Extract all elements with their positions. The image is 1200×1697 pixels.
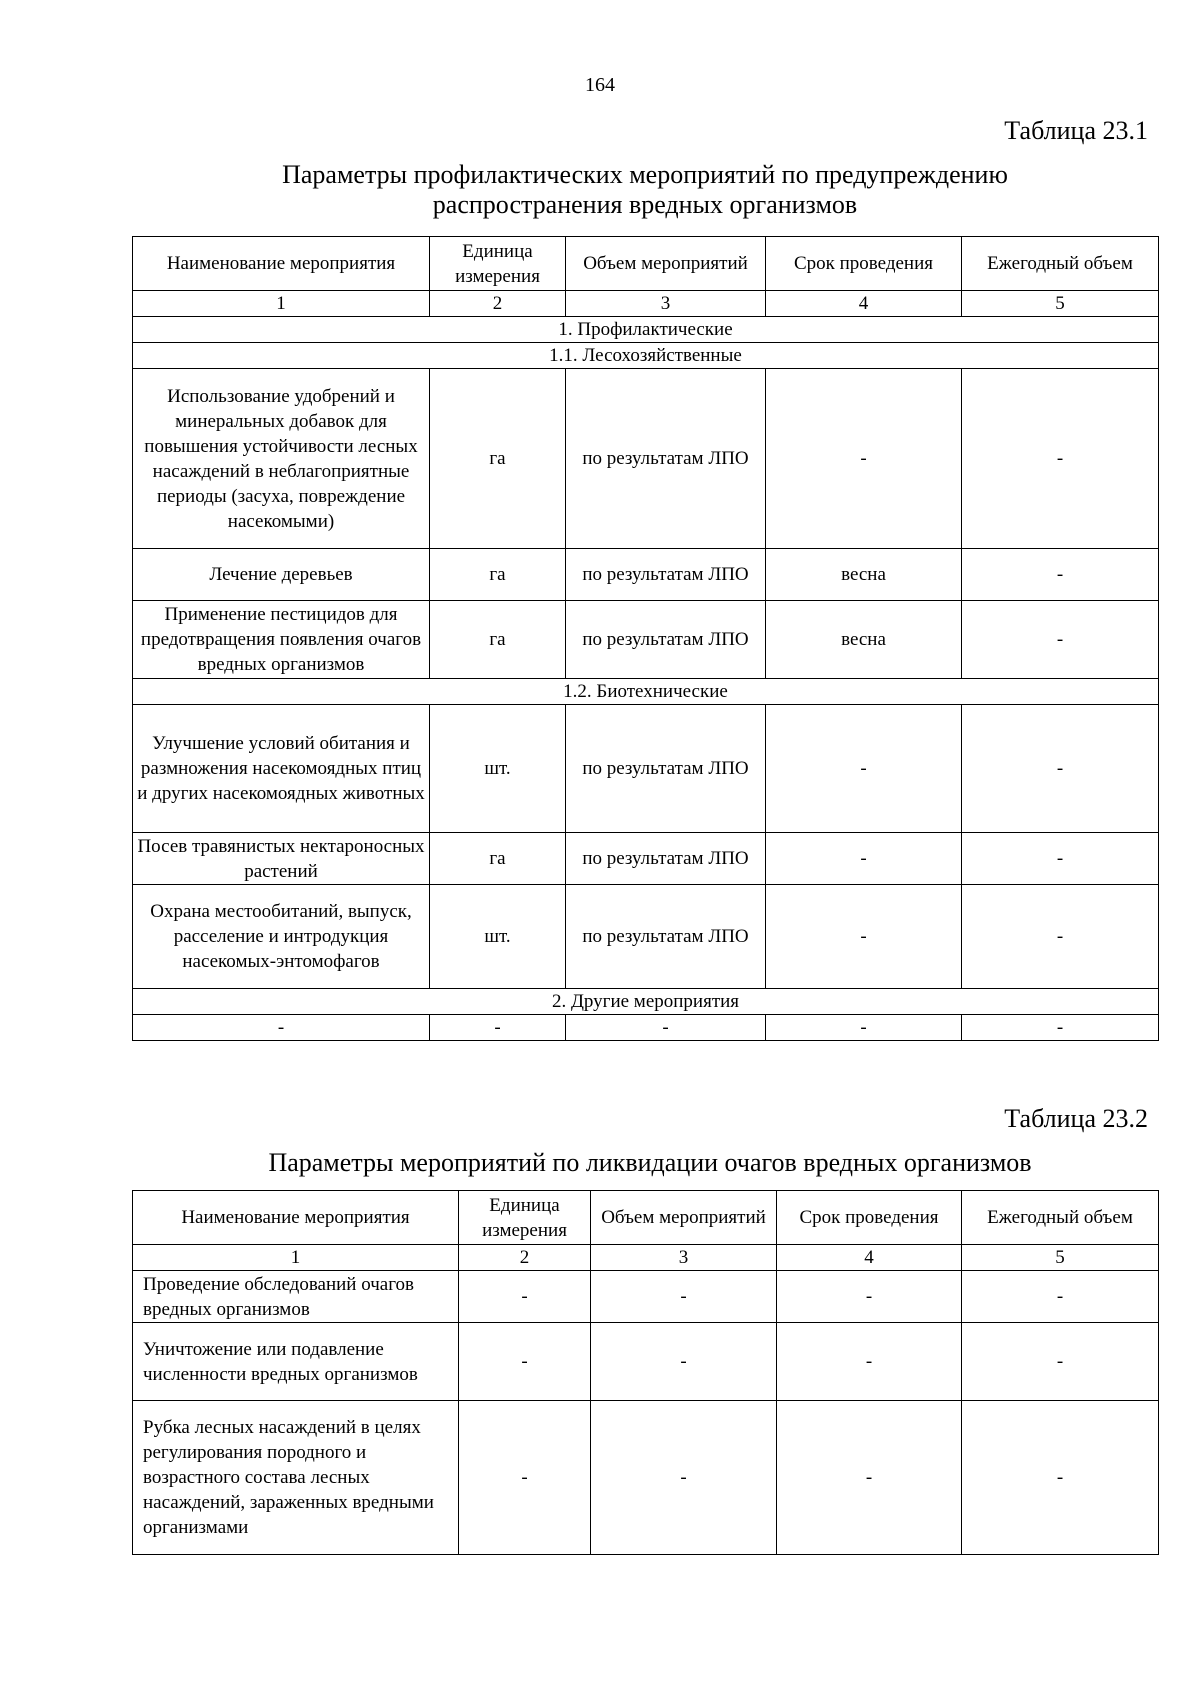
cell-name: Применение пестицидов для предотвращения появления очагов вредных организмов [133,601,430,679]
column-number: 4 [766,291,962,317]
header-cell-term: Срок проведения [766,237,962,291]
column-number: 2 [430,291,566,317]
cell-term: весна [766,601,962,679]
table-23-1-title-line-1: Параметры профилактических мероприятий по предупреждению [282,160,1008,189]
cell-volume: по результатам ЛПО [566,549,766,601]
cell-unit: - [430,1015,566,1041]
table-row [133,1271,1159,1323]
cell-annual: - [962,369,1159,549]
cell-volume: - [591,1323,777,1401]
cell-name: Улучшение условий обитания и размножения насекомоядных птиц и других насекомоядных животных [133,705,430,833]
subsection-heading: 1.2. Биотехнические [133,679,1159,705]
cell-name: Уничтожение или подавление численности вредных организмов [133,1323,459,1401]
table-23-1 [132,236,1159,1041]
table-23-1-title-line-2: распространения вредных организмов [432,190,858,219]
table-row [133,1401,1159,1555]
header-cell-term: Срок проведения [777,1191,962,1245]
table-header-row [133,237,1159,291]
section-heading: 2. Другие мероприятия [133,989,1159,1015]
cell-volume: по результатам ЛПО [566,885,766,989]
table-row [133,833,1159,885]
cell-term: - [777,1401,962,1555]
table-row [133,1323,1159,1401]
table-row [133,705,1159,833]
cell-annual: - [962,1401,1159,1555]
cell-term: - [766,885,962,989]
cell-annual: - [962,1015,1159,1041]
table-header-row [133,1191,1159,1245]
cell-name: Проведение обследований очагов вредных организмов [133,1271,459,1323]
cell-annual: - [962,601,1159,679]
table-23-2-caption: Таблица 23.2 [1004,1104,1148,1133]
cell-volume: - [591,1401,777,1555]
cell-annual: - [962,1271,1159,1323]
column-number-row [133,291,1159,317]
cell-volume: по результатам ЛПО [566,833,766,885]
cell-term: - [777,1271,962,1323]
cell-name: Рубка лесных насаждений в целях регулирования породного и возрастного состава лесных насаждений, зараженных вредными организмами [133,1401,459,1555]
column-number: 3 [566,291,766,317]
cell-unit: - [459,1323,591,1401]
subsection-heading: 1.1. Лесохозяйственные [133,343,1159,369]
section-row [133,679,1159,705]
table-23-2 [132,1190,1159,1555]
column-number: 3 [591,1245,777,1271]
cell-volume: - [566,1015,766,1041]
cell-term: - [766,369,962,549]
cell-term: - [766,705,962,833]
cell-name: Использование удобрений и минеральных добавок для повышения устойчивости лесных насаждений в неблагоприятные периоды (засуха, повреждение насекомыми) [133,369,430,549]
column-number: 2 [459,1245,591,1271]
column-number: 4 [777,1245,962,1271]
header-cell-unit: Единица измерения [430,237,566,291]
header-cell-volume: Объем мероприятий [591,1191,777,1245]
table-23-2-title: Параметры мероприятий по ликвидации очагов вредных организмов [268,1148,1032,1177]
column-number: 5 [962,291,1159,317]
table-row [133,1015,1159,1041]
column-number-row [133,1245,1159,1271]
section-row [133,343,1159,369]
table-row [133,549,1159,601]
cell-unit: шт. [430,885,566,989]
cell-term: - [777,1323,962,1401]
header-cell-unit: Единица измерения [459,1191,591,1245]
cell-term: - [766,833,962,885]
section-row [133,989,1159,1015]
header-cell-volume: Объем мероприятий [566,237,766,291]
cell-annual: - [962,885,1159,989]
cell-annual: - [962,705,1159,833]
section-heading: 1. Профилактические [133,317,1159,343]
table-23-1-caption: Таблица 23.1 [1004,116,1148,145]
column-number: 1 [133,291,430,317]
cell-name: Лечение деревьев [133,549,430,601]
cell-volume: по результатам ЛПО [566,601,766,679]
cell-term: - [766,1015,962,1041]
cell-annual: - [962,1323,1159,1401]
cell-volume: - [591,1271,777,1323]
table-row [133,885,1159,989]
cell-annual: - [962,833,1159,885]
cell-unit: га [430,369,566,549]
cell-unit: - [459,1401,591,1555]
cell-unit: - [459,1271,591,1323]
cell-unit: га [430,601,566,679]
header-cell-annual: Ежегодный объем [962,237,1159,291]
page-number: 164 [585,74,615,96]
cell-name: Посев травянистых нектароносных растений [133,833,430,885]
cell-name: - [133,1015,430,1041]
cell-unit: га [430,549,566,601]
column-number: 5 [962,1245,1159,1271]
header-cell-name: Наименование мероприятия [133,1191,459,1245]
header-cell-name: Наименование мероприятия [133,237,430,291]
table-23-1-title [200,160,1090,220]
header-cell-annual: Ежегодный объем [962,1191,1159,1245]
cell-unit: га [430,833,566,885]
cell-term: весна [766,549,962,601]
cell-volume: по результатам ЛПО [566,369,766,549]
cell-unit: шт. [430,705,566,833]
section-row [133,317,1159,343]
column-number: 1 [133,1245,459,1271]
cell-annual: - [962,549,1159,601]
table-row [133,601,1159,679]
cell-name: Охрана местообитаний, выпуск, расселение и интродукция насекомых-энтомофагов [133,885,430,989]
cell-volume: по результатам ЛПО [566,705,766,833]
table-row [133,369,1159,549]
